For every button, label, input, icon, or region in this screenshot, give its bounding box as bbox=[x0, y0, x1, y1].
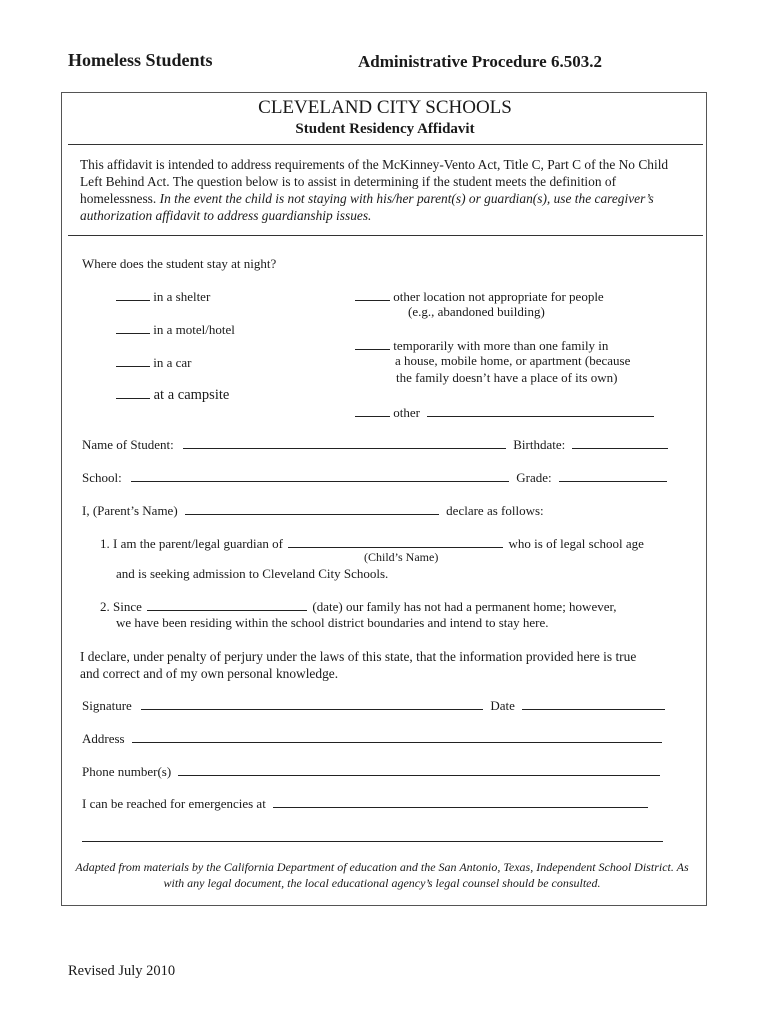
emergency-line[interactable] bbox=[273, 795, 648, 808]
address-row bbox=[82, 730, 662, 747]
statement-1-text: I am the parent/legal guardian of bbox=[113, 536, 284, 551]
option-car-label: in a car bbox=[153, 355, 192, 370]
student-name-label: Name of Student: bbox=[82, 437, 174, 452]
signature-label: Signature bbox=[82, 698, 132, 713]
statement-1-tail: who is of legal school age bbox=[508, 536, 644, 551]
signature-line[interactable] bbox=[141, 697, 483, 710]
signature-row bbox=[82, 697, 665, 714]
declare-label: declare as follows: bbox=[446, 503, 544, 518]
option-temp-family-line3: the family doesn’t have a place of its own) bbox=[396, 370, 618, 385]
emergency-line-2[interactable] bbox=[82, 841, 663, 842]
phone-line[interactable] bbox=[178, 763, 660, 776]
date-label: Date bbox=[490, 698, 515, 713]
statement-2 bbox=[100, 598, 617, 615]
option-temp-family[interactable] bbox=[355, 337, 608, 354]
statement-1-number: 1. bbox=[100, 536, 110, 551]
option-campsite-blank[interactable] bbox=[116, 386, 150, 399]
header-left-title: Homeless Students bbox=[68, 50, 213, 70]
phone-row bbox=[82, 763, 660, 780]
option-motel-blank[interactable] bbox=[116, 321, 150, 334]
option-other-location[interactable] bbox=[355, 288, 604, 305]
option-shelter-blank[interactable] bbox=[116, 288, 150, 301]
option-motel[interactable] bbox=[116, 321, 235, 338]
statement-2-continued: we have been residing within the school district boundaries and intend to stay here. bbox=[116, 615, 549, 630]
grade-label: Grade: bbox=[516, 470, 552, 485]
declaration-paragraph: I declare, under penalty of perjury under the laws of this state, that the information provided here is true and correct and of my own personal knowledge. bbox=[80, 649, 637, 681]
option-shelter-label: in a shelter bbox=[153, 289, 211, 304]
statement-1-continued: and is seeking admission to Cleveland City Schools. bbox=[116, 566, 389, 581]
birthdate-line[interactable] bbox=[572, 436, 668, 449]
emergency-row bbox=[82, 795, 648, 812]
option-other-location-label: other location not appropriate for people bbox=[393, 289, 604, 304]
intro-italic: In the event the child is not staying with his/her parent(s) or guardian(s), use the caregiver’s authorization affidavit to address guardianship issues. bbox=[80, 191, 654, 223]
child-name-line[interactable] bbox=[288, 535, 503, 548]
option-campsite-label: at a campsite bbox=[153, 387, 230, 403]
option-temp-family-blank[interactable] bbox=[355, 337, 390, 350]
intro-plain: This affidavit is intended to address requirements of the McKinney-Vento Act, Title C, Part C of the No Child Left Behind Act. The question below is to assist in determining if the student meets the definition of homelessness. bbox=[80, 157, 669, 206]
option-other-line[interactable] bbox=[427, 404, 654, 417]
school-row bbox=[82, 469, 667, 486]
form-title: Student Residency Affidavit bbox=[295, 121, 475, 137]
option-other-blank[interactable] bbox=[355, 404, 390, 417]
option-car-blank[interactable] bbox=[116, 354, 150, 367]
district-title: CLEVELAND CITY SCHOOLS bbox=[258, 97, 512, 118]
grade-line[interactable] bbox=[559, 469, 667, 482]
statement-2-since: Since bbox=[113, 599, 142, 614]
school-line[interactable] bbox=[131, 469, 509, 482]
option-campsite[interactable] bbox=[116, 386, 229, 404]
statement-2-text: (date) our family has not had a permanent home; however, bbox=[312, 599, 617, 614]
option-other-location-blank[interactable] bbox=[355, 288, 390, 301]
option-car[interactable] bbox=[116, 354, 192, 371]
since-date-line[interactable] bbox=[147, 598, 307, 611]
student-name-line[interactable] bbox=[183, 436, 506, 449]
address-line[interactable] bbox=[132, 730, 662, 743]
option-other[interactable] bbox=[355, 404, 654, 421]
intro-paragraph bbox=[80, 156, 685, 224]
date-line[interactable] bbox=[522, 697, 665, 710]
option-shelter[interactable] bbox=[116, 288, 210, 305]
header-right-title: Administrative Procedure 6.503.2 bbox=[358, 52, 602, 71]
school-label: School: bbox=[82, 470, 122, 485]
option-motel-label: in a motel/hotel bbox=[153, 322, 235, 337]
intro-divider bbox=[68, 235, 703, 236]
child-name-caption: (Child’s Name) bbox=[364, 550, 439, 564]
address-label: Address bbox=[82, 731, 125, 746]
night-question: Where does the student stay at night? bbox=[82, 256, 277, 271]
statement-2-number: 2. bbox=[100, 599, 110, 614]
parent-name-line[interactable] bbox=[185, 502, 439, 515]
parent-name-label: I, (Parent’s Name) bbox=[82, 503, 178, 518]
footnote: Adapted from materials by the California Department of education and the San Antonio, Texas, Independent School District. As with any legal document, the local educational agency’s legal counsel should be consulted. bbox=[75, 860, 689, 890]
revised-date: Revised July 2010 bbox=[68, 963, 176, 979]
option-other-location-example: (e.g., abandoned building) bbox=[408, 304, 545, 319]
option-temp-family-label: temporarily with more than one family in bbox=[393, 338, 609, 353]
option-temp-family-line2: a house, mobile home, or apartment (because bbox=[395, 353, 631, 368]
option-other-label: other bbox=[393, 405, 420, 420]
student-name-row bbox=[82, 436, 668, 453]
parent-name-row bbox=[82, 502, 544, 519]
emergency-label: I can be reached for emergencies at bbox=[82, 796, 266, 811]
title-divider bbox=[68, 144, 703, 145]
birthdate-label: Birthdate: bbox=[513, 437, 566, 452]
phone-label: Phone number(s) bbox=[82, 764, 172, 779]
